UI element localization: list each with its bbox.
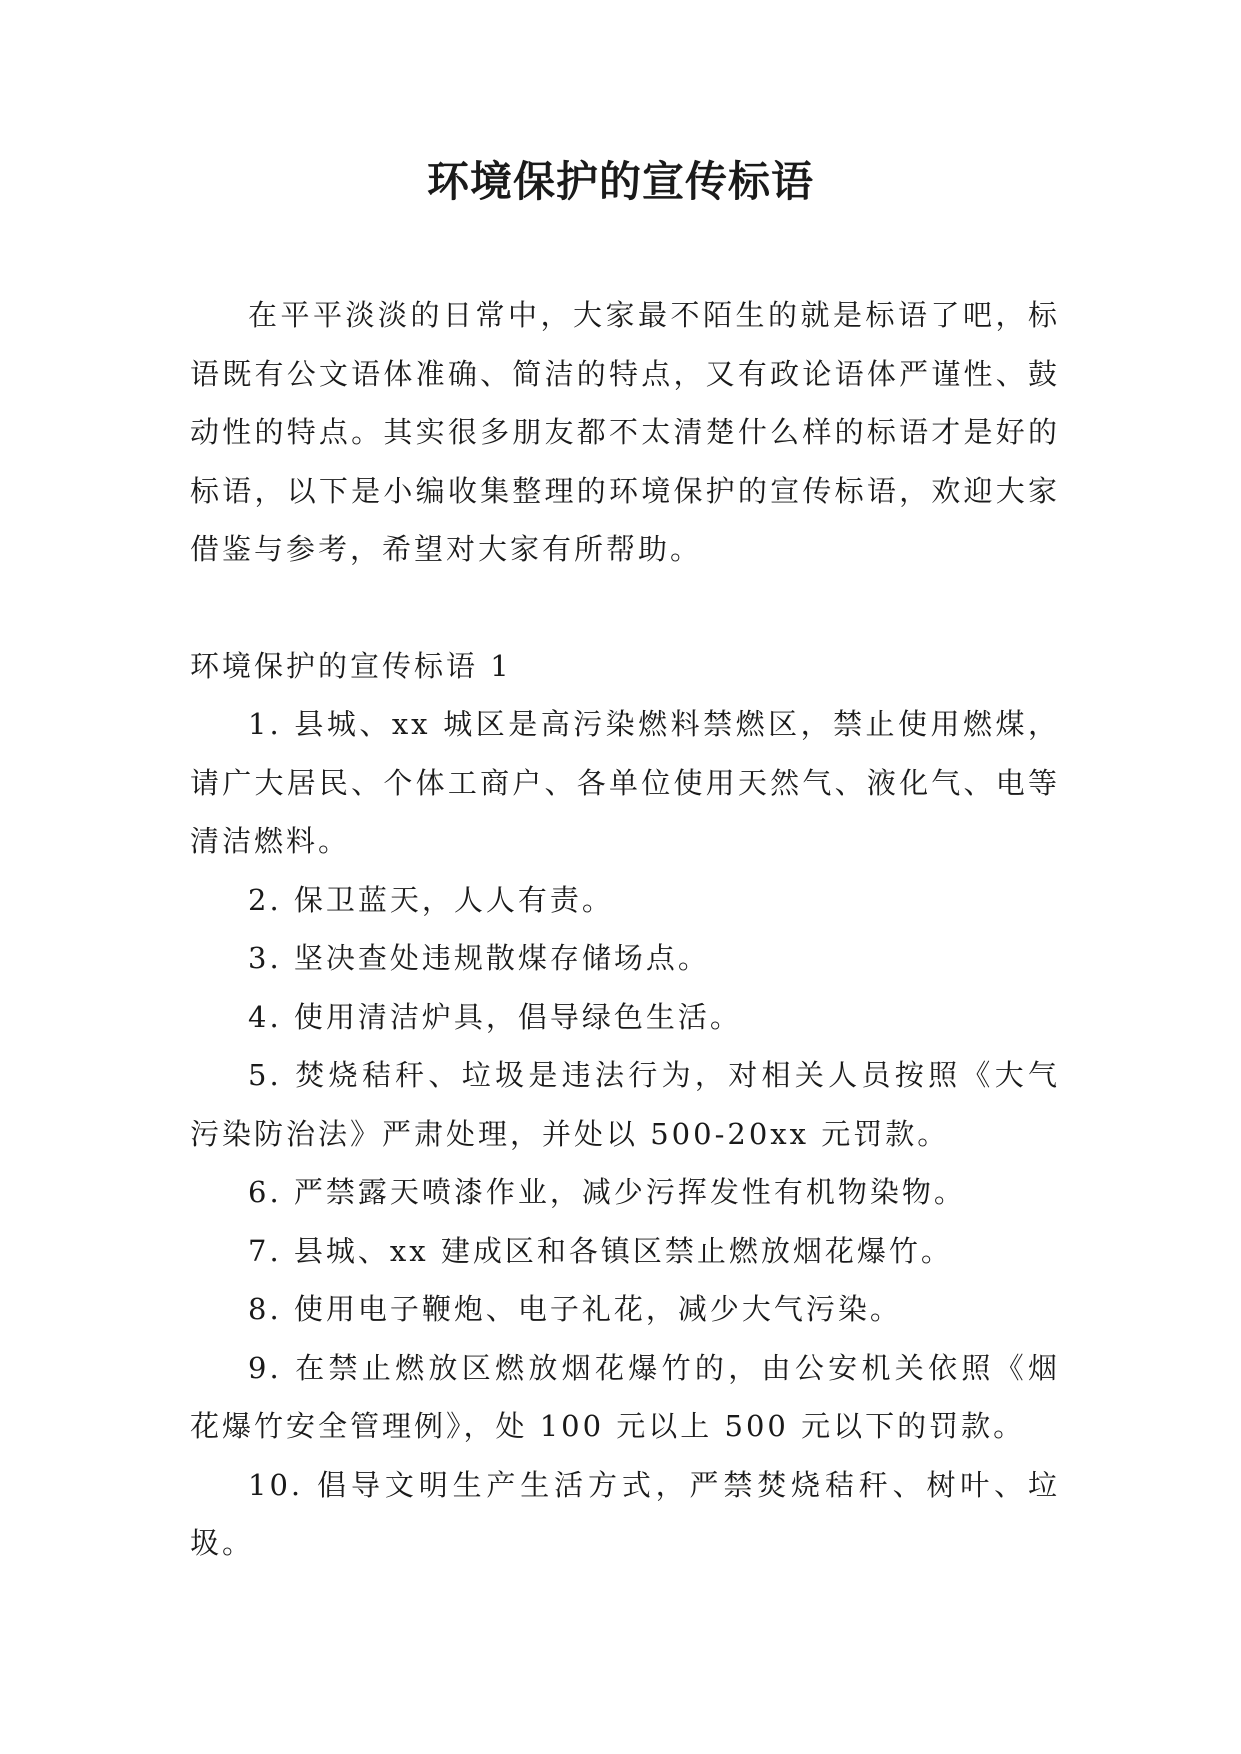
intro-paragraph: 在平平淡淡的日常中，大家最不陌生的就是标语了吧，标语既有公文语体准确、简洁的特点，又有政论语体严谨性、鼓动性的特点。其实很多朋友都不太清楚什么样的标语才是好的标语，以下是小编收集整理的环境保护的宣传标语，欢迎大家借鉴与参考，希望对大家有所帮助。 [190,298,1060,566]
list-item: 2. 保卫蓝天，人人有责。 [248,882,614,917]
document-title: 环境保护的宣传标语 [426,157,814,206]
list-item: 10. 倡导文明生产生活方式，严禁焚烧秸秆、树叶、垃圾。 [190,1467,1060,1560]
document-body [190,286,1060,1573]
list-item: 6. 严禁露天喷漆作业，减少污挥发性有机物染物。 [248,1175,966,1209]
list-item: 3. 坚决查处违规散煤存储场点。 [248,941,710,975]
list-item: 4. 使用清洁炉具，倡导绿色生活。 [248,999,742,1034]
list-item: 7. 县城、xx 建成区和各镇区禁止燃放烟花爆竹。 [248,1233,953,1268]
slogan-list [190,695,1060,1573]
list-item: 9. 在禁止燃放区燃放烟花爆竹的，由公安机关依照《烟花爆竹安全管理例》，处 100 元以上 500 元以下的罚款。 [190,1350,1060,1443]
section-heading: 环境保护的宣传标语 1 [190,648,512,683]
list-item: 8. 使用电子鞭炮、电子礼花，减少大气污染。 [248,1292,902,1326]
list-item: 5. 焚烧秸秆、垃圾是违法行为，对相关人员按照《大气污染防治法》严肃处理，并处以 500-20xx 元罚款。 [190,1058,1060,1151]
list-item: 1. 县城、xx 城区是高污染燃料禁燃区，禁止使用燃煤，请广大居民、个体工商户、各单位使用天然气、液化气、电等清洁燃料。 [190,707,1060,858]
